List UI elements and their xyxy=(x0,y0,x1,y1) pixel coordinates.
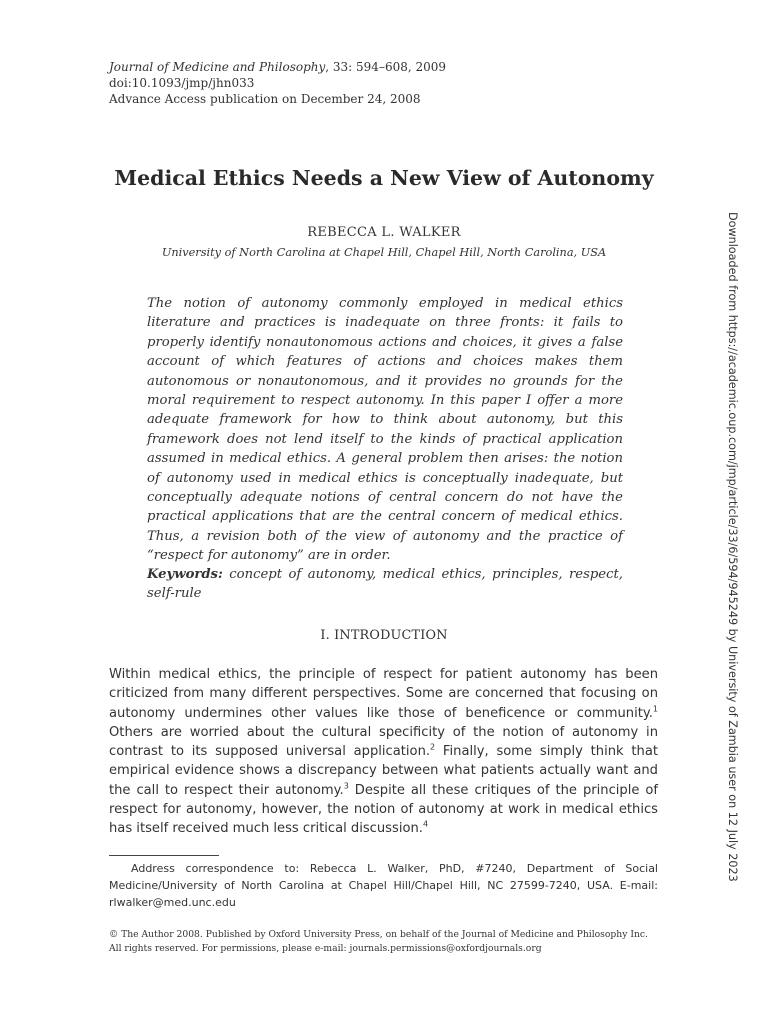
footnote-marker: 2 xyxy=(430,742,436,752)
copyright-notice xyxy=(109,928,669,956)
keywords-label: Keywords: xyxy=(147,567,223,582)
article-title: Medical Ethics Needs a New View of Autonomy xyxy=(114,166,654,190)
footnote-marker: 1 xyxy=(652,704,658,714)
journal-citation-line xyxy=(109,59,669,75)
section-heading: I. INTRODUCTION xyxy=(320,628,448,643)
body-text-part: Others are worried about the cultural specificity of the notion of autonomy in contrast to its supposed universal application. xyxy=(109,724,658,760)
body-text-part: Within medical ethics, the principle of respect for patient autonomy has been criticized from many different perspectives. Some are concerned that focusing on autonomy undermines other values like those of beneficence or community. xyxy=(109,667,658,721)
footnote-marker: 4 xyxy=(422,820,429,830)
journal-header xyxy=(109,59,669,107)
body-text-part: Despite all these critiques of the principle of respect for autonomy, however, the notion of autonomy at work in medical ethics has itself received much less critical discussion. xyxy=(109,782,659,837)
footnote-rule xyxy=(109,855,219,856)
journal-citation: , 33: 594–608, 2009 xyxy=(325,60,447,74)
body-paragraph xyxy=(109,665,658,839)
correspondence-footnote xyxy=(109,860,658,911)
author-affiliation: University of North Carolina at Chapel Hill, Chapel Hill, North Carolina, USA xyxy=(161,246,607,259)
footnote-text: Address correspondence to: Rebecca L. Walker, PhD, #7240, Department of Social Medicine/University of North Carolina at Chapel Hill/Chapel Hill, NC 27599-7240, USA. E-mail: rlwalker@med.unc.edu xyxy=(109,862,658,909)
keywords-text: concept of autonomy, medical ethics, principles, respect, self-rule xyxy=(147,567,623,602)
doi-line: doi:10.1093/jmp/jhn033 xyxy=(109,76,255,90)
advance-access-line: Advance Access publication on December 24, 2008 xyxy=(109,92,421,106)
body-text-part: Finally, some simply think that empirical evidence shows a discrepancy between what patients actually want and the call to respect their autonomy. xyxy=(109,744,658,798)
keywords xyxy=(147,565,623,604)
copyright-line-1: © The Author 2008. Published by Oxford University Press, on behalf of the Journal of Medicine and Philosophy Inc. xyxy=(109,929,648,940)
author-name: REBECCA L. WALKER xyxy=(307,225,461,240)
copyright-line-2: All rights reserved. For permissions, please e-mail: journals.permissions@oxfordjournals.org xyxy=(109,943,542,954)
journal-name: Journal of Medicine and Philosophy xyxy=(109,60,326,74)
download-watermark: Downloaded from https://academic.oup.com/jmp/article/33/6/594/945249 by University of Zambia user on 12 July 2023 xyxy=(726,212,739,882)
abstract: The notion of autonomy commonly employed in medical ethics literature and practices is inadequate on three fronts: it fails to properly identify nonautonomous actions and choices, it gives a false account of which features of actions and choices makes them autonomous or nonautonomous, and it provides no grounds for the moral requirement to respect autonomy. In this paper I offer a more adequate framework for how to think about autonomy, but this framework does not lend itself to the kinds of practical application assumed in medical ethics. A general problem then arises: the notion of autonomy used in medical ethics is conceptually inadequate, but conceptually adequate notions of central concern do not have the practical applications that are the central concern of medical ethics. Thus, a revision both of the view of autonomy and the practice of “respect for autonomy” are in order. xyxy=(147,296,623,564)
footnote-marker: 3 xyxy=(343,781,349,791)
